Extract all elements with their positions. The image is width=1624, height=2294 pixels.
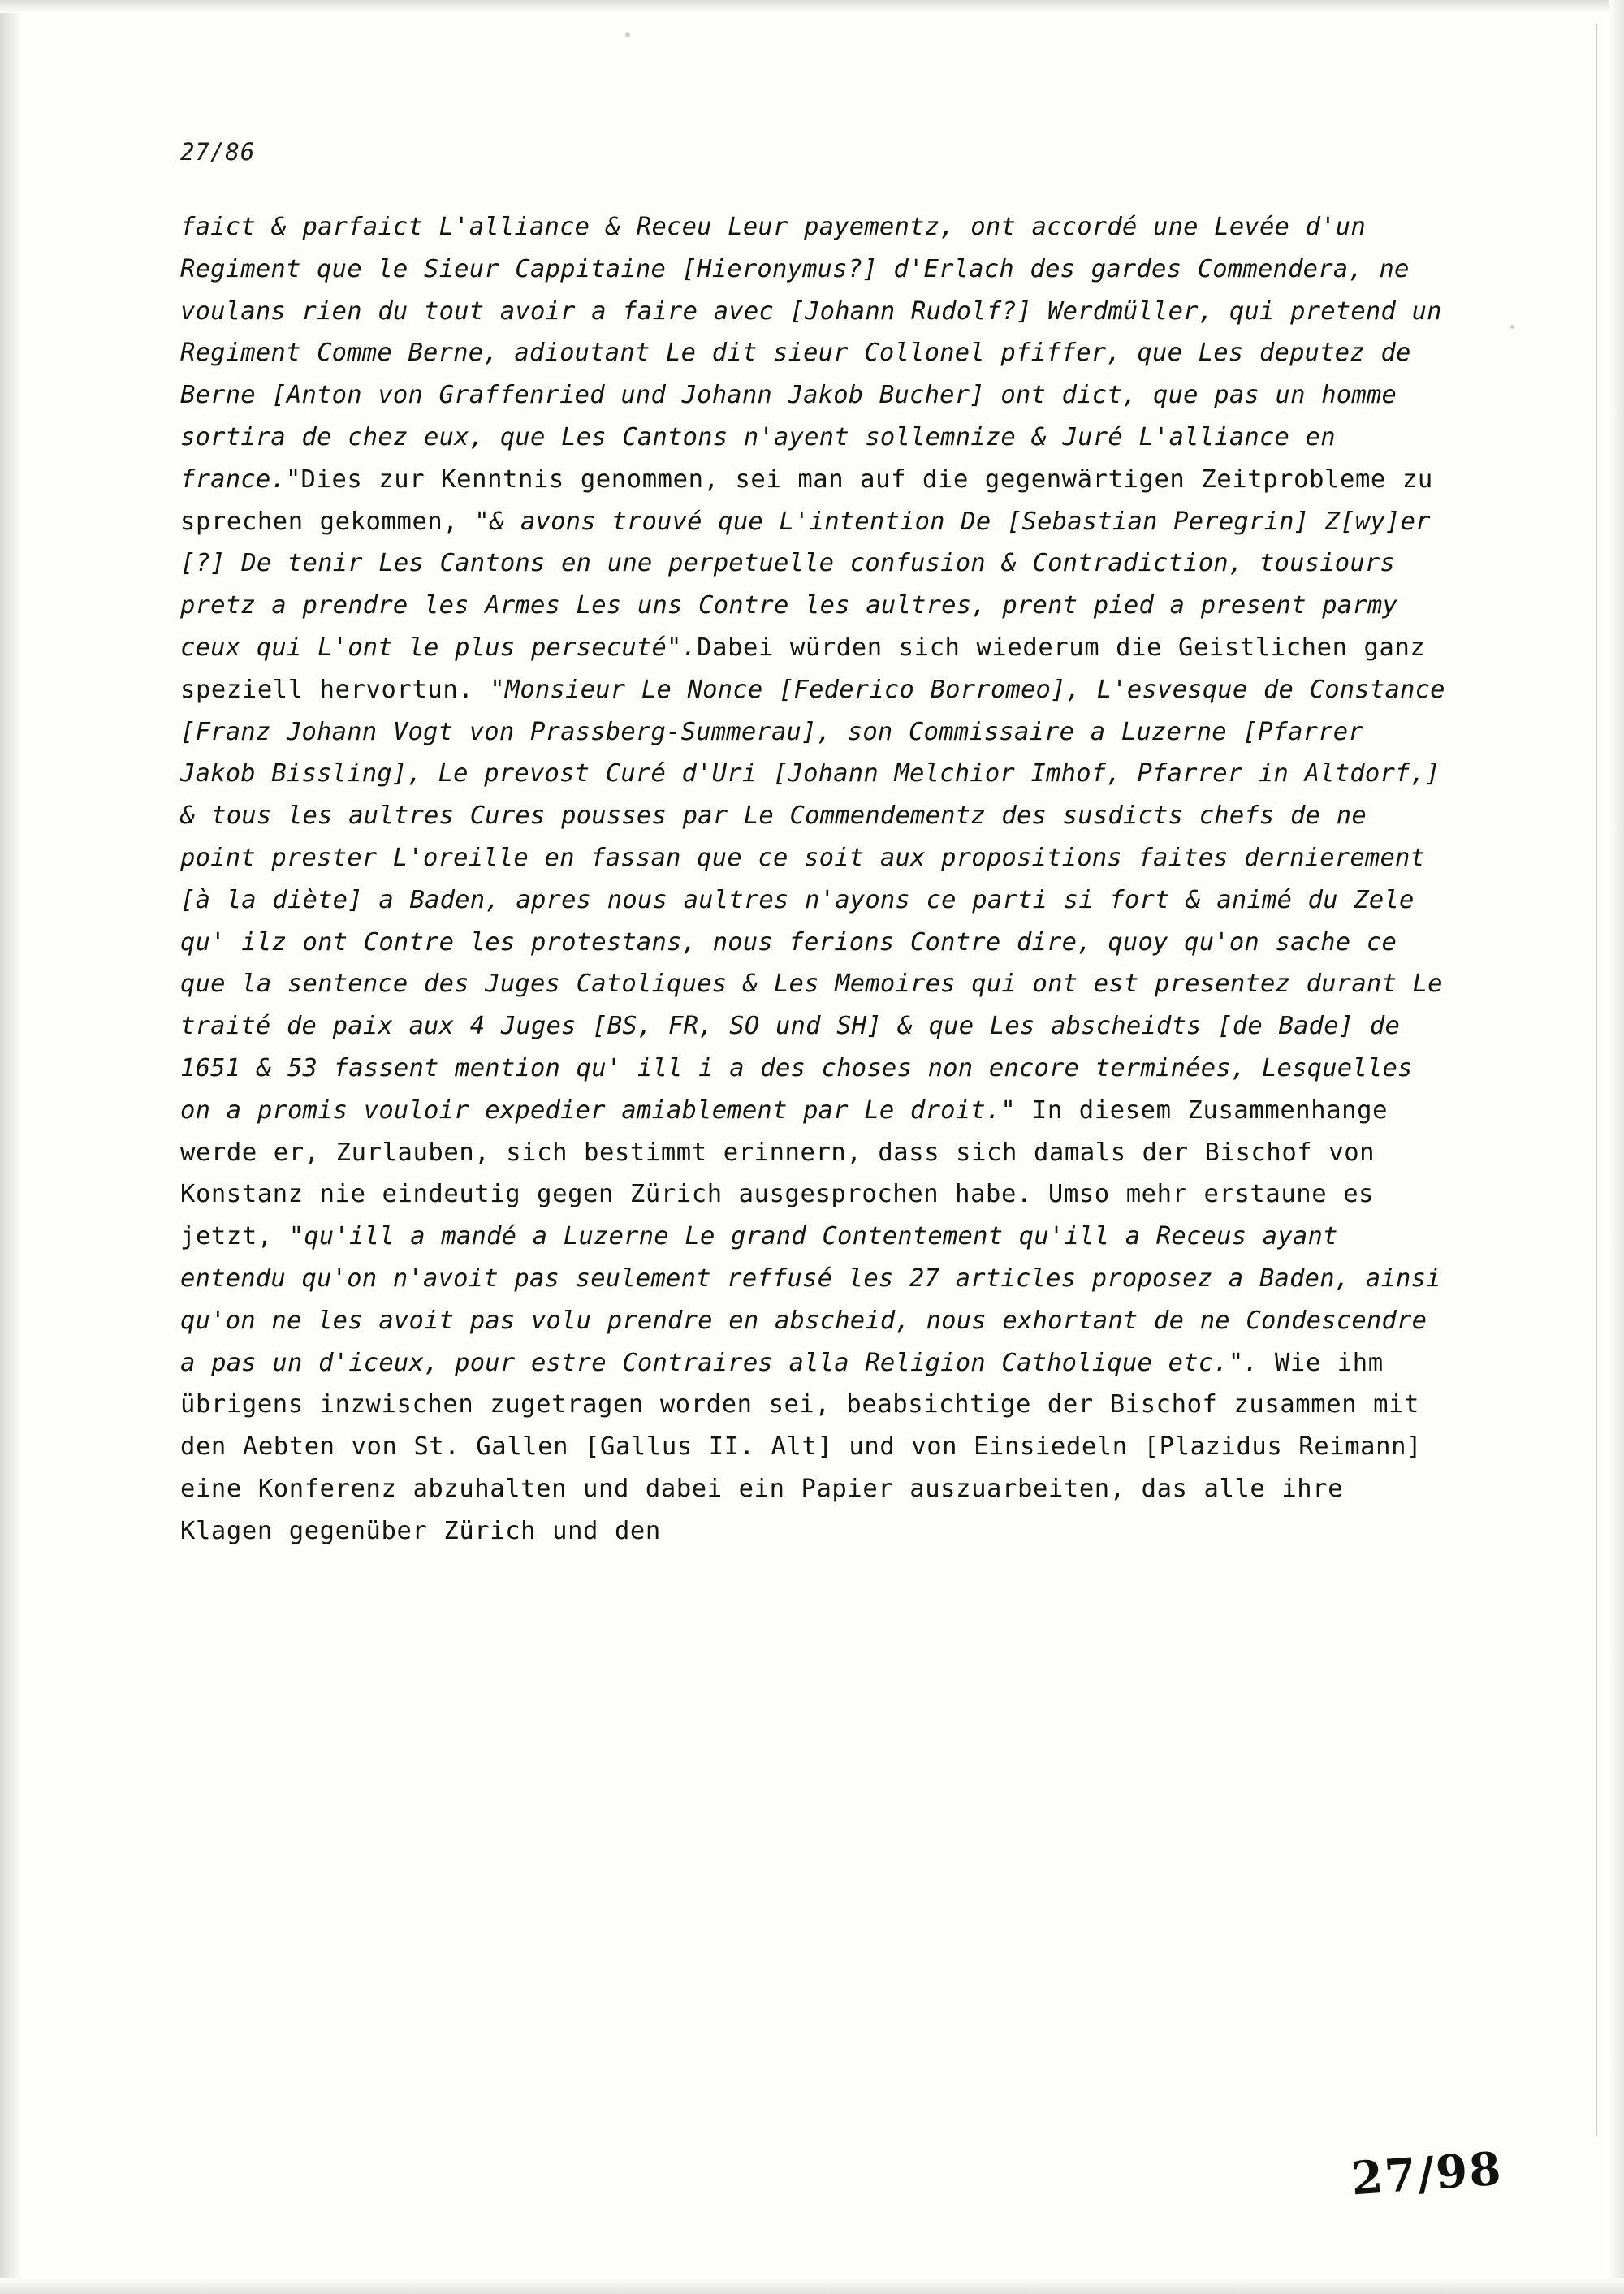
german-passage-1: Dies zur Kenntnis genommen, sei man auf die gegenwärtigen Zeitprobleme zu sprechen gekommen, xyxy=(180,464,1449,536)
quoted-passage-2: "& avons trouvé que L'intention De [Sebastian Peregrin] Z[wy]er [?] De tenir Les Cantons en une perpetuelle confusion & Contradiction, tousiours pretz a prendre les Armes Les uns Contre les aultres, prent pied a present parmy ceux qui L'ont le plus persecuté". xyxy=(180,507,1447,662)
handwritten-page-number: 27/98 xyxy=(1349,2141,1505,2206)
scan-edge-top xyxy=(0,0,1624,13)
german-passage-4: Wie ihm übrigens inzwischen zugetragen worden sei, beabsichtige der Bischof zusammen mit den Aebten von St. Gallen [Gallus II. Alt] und von Einsiedeln [Plazidus Reimann] eine Konferenz abzuhalten und dabei ein Papier auszuarbeiten, das alle ihre Klagen gegenüber Zürich und den xyxy=(180,1348,1438,1545)
quoted-passage-1: faict & parfaict L'alliance & Receu Leur payementz, ont accordé une Levée d'un Regiment que le Sieur Cappitaine [Hieronymus?] d'Erlach des gardes Commendera, ne voulans rien du tout avoir a faire avec [Johann Rudolf?] Werdmüller, qui pretend un Regiment Comme Berne, adioutant Le dit sieur Collonel pfiffer, que Les deputez de Berne [Anton von Graffenried und Johann Jakob Bucher] ont dict, que pas un homme sortira de chez eux, que Les Cantons n'ayent sollemnize & Juré L'alliance en france." xyxy=(180,213,1458,494)
scan-speck xyxy=(625,32,630,37)
quoted-passage-3: "Monsieur Le Nonce [Federico Borromeo], L'esvesque de Constance [Franz Johann Vogt von Prassberg-Summerau], son Commissaire a Luzerne [Pfarrer Jakob Bissling], Le prevost Curé d'Uri [Johann Melchior Imhof, Pfarrer in Altdorf,] & tous les aultres Cures pousses par Le Commendementz des susdicts chefs de ne point prester L'oreille en fassan que ce soit aux propositions faites dernierement [à la diète] a Baden, apres nous aultres n'ayons ce parti si fort & animé du Zele qu' ilz ont Contre les protestans, nous ferions Contre dire, quoy qu'on sache ce que la sentence des Juges Catoliques & Les Memoires qui ont est presentez durant Le traité de paix aux 4 Juges [BS, FR, SO und SH] & que Les abscheidts [de Bade] de 1651 & 53 fassent mention qu' ill i a des choses non encore terminées, Lesquelles on a promis vouloir expedier amiablement par Le droit." xyxy=(180,675,1462,1125)
scan-edge-bottom xyxy=(0,2278,1624,2294)
document-content xyxy=(180,138,1462,1553)
german-passage-2: Dabei würden sich wiederum die Geistlichen ganz speziell hervortun. xyxy=(180,633,1442,704)
folio-number: 27/86 xyxy=(180,138,256,166)
scan-edge-left xyxy=(0,0,21,2294)
scan-speck xyxy=(1510,325,1514,329)
scan-edge-right xyxy=(1609,0,1624,2294)
quoted-passage-4: "qu'ill a mandé a Luzerne Le grand Contentement qu'ill a Receus ayant entendu qu'on n'avoit pas seulement reffusé les 27 articles proposez a Baden, ainsi qu'on ne les avoit pas volu prendre en abscheid, nous exhortant de ne Condescendre a pas un d'iceux, pour estre Contraires alla Religion Catholique etc.". xyxy=(180,1222,1458,1377)
german-passage-3: In diesem Zusammenhange werde er, Zurlauben, sich bestimmt erinnern, dass sich damals der Bischof von Konstanz nie eindeutig gegen Zürich ausgesprochen habe. Umso mehr erstaune es jetzt, xyxy=(180,1095,1405,1251)
document-body xyxy=(180,206,1462,1553)
sheet-margin-rule xyxy=(1596,24,1597,2136)
